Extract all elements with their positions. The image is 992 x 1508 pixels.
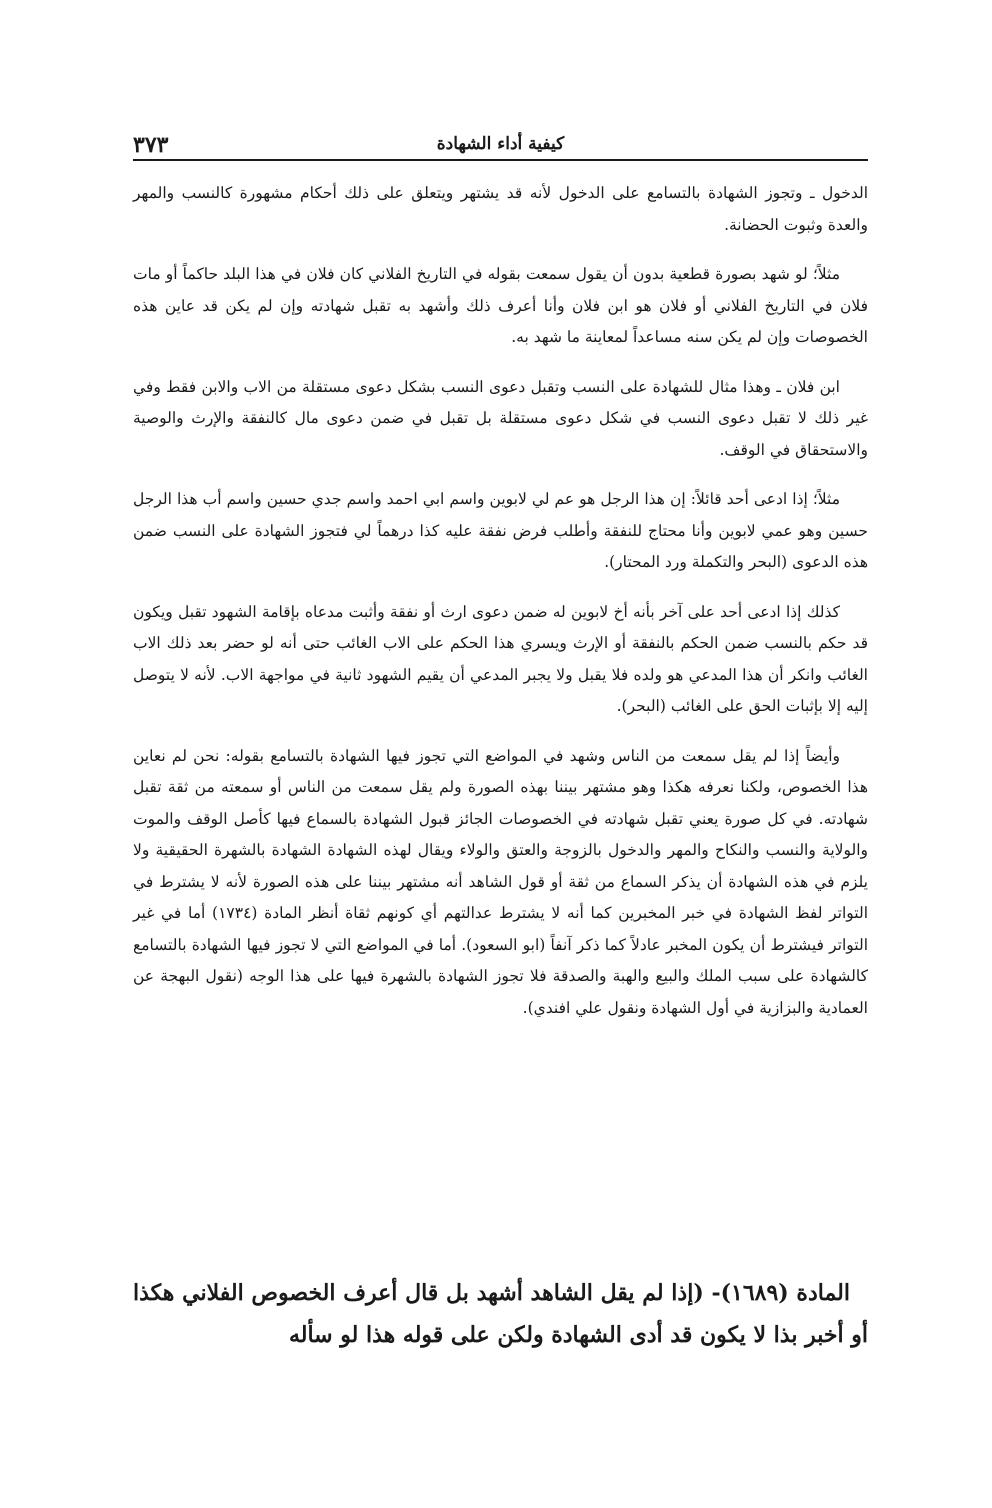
paragraph-2: مثلاً؛ لو شهد بصورة قطعية بدون أن يقول سمعت بقوله في التاريخ الفلاني كان فلان في هذا البلد حاكماً أو مات فلان في التاريخ الفلاني أو فلان هو ابن فلان وأنا أعرف ذلك وأشهد به تقبل شهادته وإن لم يكن قد عاين هذه الخصوصات وإن لم يكن سنه مساعداً لمعاينة ما شهد به. [133,265,868,346]
running-title: كيفية أداء الشهادة [436,134,565,154]
commentary-text [133,178,868,1042]
page-header [133,128,868,160]
paragraph-4: مثلاً؛ إذا ادعى أحد قائلاً: إن هذا الرجل هو عم لي لابوين واسم ابي احمد واسم جدي حسين واسم أب هذا الرجل حسين وهو عمي لابوين وأنا محتاج للنفقة وأطلب فرض نفقة عليه كذا درهماً لي فتجوز الشهادة على النسب ضمن هذه الدعوى (البحر والتكملة ورد المحتار). [133,490,868,571]
article-text: المادة (١٦٨٩)- (إذا لم يقل الشاهد أشهد بل قال أعرف الخصوص الفلاني هكذا أو أخبر بذا لا يكون قد أدى الشهادة ولكن على قوله هذا لو سأله [133,1280,868,1348]
paragraph-1: الدخول ـ وتجوز الشهادة بالتسامع على الدخول لأنه قد يشتهر ويتعلق على ذلك أحكام مشهورة كالنسب والمهر والعدة وثبوت الحضانة. [133,184,868,234]
page-number: ٣٧٣ [133,132,169,158]
paragraph-5: كذلك إذا ادعى أحد على آخر بأنه أخ لابوين له ضمن دعوى ارث أو نفقة وأثبت مدعاه بإقامة الشهود تقبل ويكون قد حكم بالنسب ضمن الحكم بالنفقة أو الإرث ويسري هذا الحكم على الاب الغائب حتى أنه لو حضر بعد ذلك الاب الغائب وانكر أن هذا المدعي هو ولده فلا يقبل ولا يجبر المدعي أن يقيم الشهود ثانية في مواجهة الاب. لأنه لا يتوصل إليه إلا بإثبات الحق على الغائب (البحر). [133,602,868,715]
header-rule [133,159,868,161]
paragraph-6: وأيضاً إذا لم يقل سمعت من الناس وشهد في المواضع التي تجوز فيها الشهادة بالتسامع بقوله: نحن لم نعاين هذا الخصوص، ولكنا نعرفه هكذا وهو مشتهر بيننا بهذه الصورة ولم يقل سمعت من الناس أو سمعته من ثقة تقبل شهادته. في كل صورة يعني تقبل شهادته في الخصوصات الجائز قبول الشهادة بالسماع فيها كأصل الوقف والموت والولاية والنسب والنكاح والمهر والدخول بالزوجة والعتق والولاء ويقال لهذه الشهادة الشهادة بالشهرة الحقيقية ولا يلزم في هذه الشهادة أن يذكر السماع من ثقة أو قول الشاهد أنه مشتهر بيننا على هذه الصورة لأنه لا يشترط في التواتر لفظ الشهادة في خبر المخبرين كما أنه لا يشترط عدالتهم أي كونهم ثقاة أنظر المادة (١٧٣٤) أما في غير التواتر فيشترط أن يكون المخبر عادلاً كما ذكر آنفاً (ابو السعود). أما في المواضع التي لا تجوز فيها الشهادة بالتسامع كالشهادة على سبب الملك والبيع والهبة والصدقة فلا تجوز الشهادة بالشهرة فيها على هذا الوجه (نقول البهجة عن العمادية والبزازية في أول الشهادة ونقول علي افندي). [133,746,869,1017]
paragraph-3: ابن فلان ـ وهذا مثال للشهادة على النسب وتقبل دعوى النسب بشكل دعوى مستقلة من الاب والابن فقط وفي غير ذلك لا تقبل دعوى النسب في شكل دعوى مستقلة بل تقبل في ضمن دعوى مال كالنفقة والإرث والوصية والاستحقاق في الوقف. [133,377,868,459]
